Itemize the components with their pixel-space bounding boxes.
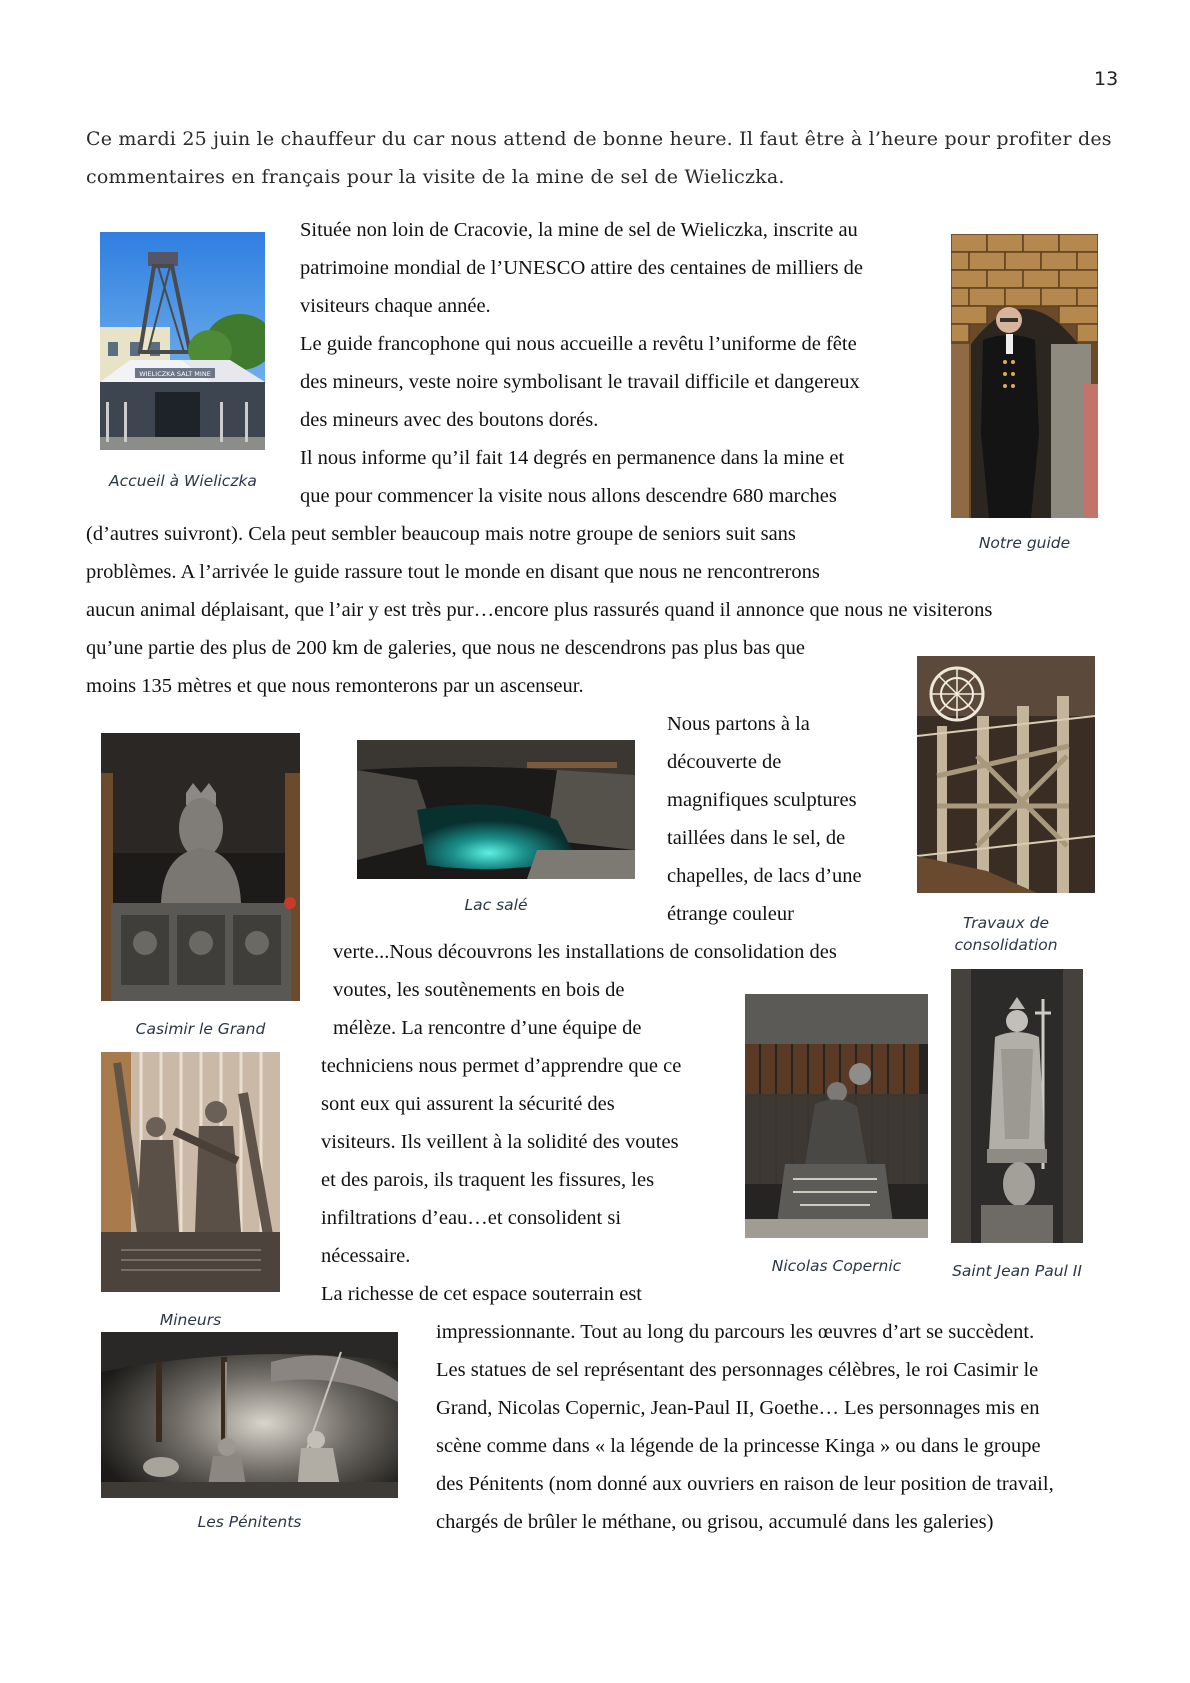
intro-line-1: Ce mardi 25 juin le chauffeur du car nous attend de bonne heure. Il faut être à l’heure pour profiter des [86, 128, 1112, 150]
body-line: et des parois, ils traquent les fissures, les [321, 1169, 655, 1191]
photo-travaux-consolidation [917, 656, 1095, 893]
body-line: aucun animal déplaisant, que l’air y est très pur…encore plus rassurés quand il annonce que nous ne visiterons [86, 599, 993, 621]
caption-lac: Lac salé [464, 896, 528, 914]
photo-accueil-wieliczka [100, 232, 265, 450]
caption-travaux-1: Travaux de [962, 914, 1050, 932]
body-line: étrange couleur [667, 903, 794, 925]
body-line: scène comme dans « la légende de la princesse Kinga » ou dans le groupe [436, 1435, 1041, 1457]
body-line: La richesse de cet espace souterrain est [321, 1283, 643, 1305]
body-line: Il nous informe qu’il fait 14 degrés en permanence dans la mine et [300, 447, 845, 469]
body-line: visiteurs. Ils veillent à la solidité des voutes [321, 1131, 679, 1153]
body-line: mélèze. La rencontre d’une équipe de [333, 1017, 642, 1039]
body-line: voutes, les soutènements en bois de [333, 979, 625, 1001]
body-line: impressionnante. Tout au long du parcours les œuvres d’art se succèdent. [436, 1321, 1035, 1343]
body-line: qu’une partie des plus de 200 km de galeries, que nous ne descendrons pas plus bas que [86, 637, 806, 659]
body-line: sont eux qui assurent la sécurité des [321, 1093, 615, 1115]
body-line: Les statues de sel représentant des personnages célèbres, le roi Casimir le [436, 1359, 1039, 1381]
body-line: des Pénitents (nom donné aux ouvriers en raison de leur position de travail, [436, 1473, 1054, 1495]
body-line: moins 135 mètres et que nous remonterons par un ascenseur. [86, 675, 584, 697]
body-line: chargés de brûler le méthane, ou grisou, accumulé dans les galeries) [436, 1511, 994, 1533]
body-line: Située non loin de Cracovie, la mine de sel de Wieliczka, inscrite au [300, 219, 858, 241]
page-number: 13 [1094, 68, 1119, 90]
caption-mineurs: Mineurs [159, 1311, 222, 1329]
photo-mineurs [101, 1052, 280, 1292]
body-line: verte...Nous découvrons les installations de consolidation des [333, 941, 837, 963]
caption-accueil: Accueil à Wieliczka [109, 472, 257, 490]
body-line: infiltrations d’eau…et consolident si [321, 1207, 622, 1229]
body-line: découverte de [667, 751, 782, 773]
body-line: visiteurs chaque année. [300, 295, 491, 317]
body-line: taillées dans le sel, de [667, 827, 846, 849]
photo-saint-jean-paul-ii [951, 969, 1083, 1243]
body-line: que pour commencer la visite nous allons descendre 680 marches [300, 485, 837, 507]
caption-copernic: Nicolas Copernic [771, 1257, 902, 1275]
caption-penitents: Les Pénitents [197, 1513, 302, 1531]
intro-line-2: commentaires en français pour la visite de la mine de sel de Wieliczka. [86, 166, 785, 188]
photo-nicolas-copernic [745, 994, 928, 1238]
body-line: chapelles, de lacs d’une [667, 865, 862, 887]
body-line: problèmes. A l’arrivée le guide rassure tout le monde en disant que nous ne rencontrerons [86, 561, 820, 583]
body-line: Nous partons à la [667, 713, 810, 735]
photo-lac-sale [357, 740, 635, 879]
caption-jean-paul: Saint Jean Paul II [952, 1262, 1082, 1280]
body-line: magnifiques sculptures [667, 789, 857, 811]
body-line: (d’autres suivront). Cela peut sembler beaucoup mais notre groupe de seniors suit sans [86, 523, 796, 545]
photo-casimir-le-grand [101, 733, 300, 1001]
body-line: des mineurs avec des boutons dorés. [300, 409, 599, 431]
photo-notre-guide [951, 234, 1098, 518]
body-line: Le guide francophone qui nous accueille a revêtu l’uniforme de fête [300, 333, 857, 355]
tent-banner-text: WIELICZKA SALT MINE [139, 370, 211, 378]
body-line: patrimoine mondial de l’UNESCO attire des centaines de milliers de [300, 257, 864, 279]
caption-casimir: Casimir le Grand [135, 1020, 266, 1038]
body-line: nécessaire. [321, 1245, 411, 1267]
caption-travaux-2: consolidation [954, 936, 1058, 954]
body-line: Grand, Nicolas Copernic, Jean-Paul II, Goethe… Les personnages mis en [436, 1397, 1040, 1419]
photo-les-penitents [101, 1332, 398, 1498]
body-line: techniciens nous permet d’apprendre que ce [321, 1055, 682, 1077]
caption-guide: Notre guide [978, 534, 1071, 552]
body-line: des mineurs, veste noire symbolisant le travail difficile et dangereux [300, 371, 860, 393]
